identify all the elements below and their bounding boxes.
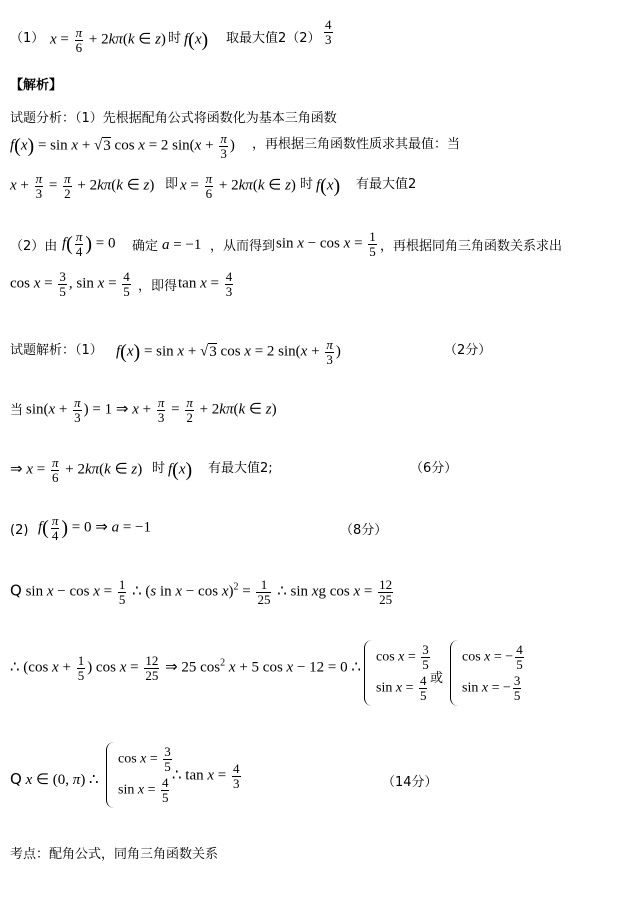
jiexi-heading: 【解析】	[10, 78, 63, 93]
solution-line3-end: 有最大值2;	[208, 461, 273, 476]
solution-formula-5: Q sin x − cos x = $\frac{1}{5}$ ∴ (s in x − cos x)$^2$ = $\frac{1}{25}$ ∴ sin xg cos x = $\frac{12}{25}$	[10, 577, 393, 607]
score-14: （14分）	[382, 775, 438, 790]
solution-fx-2: f(x)	[168, 459, 193, 481]
analysis-line3-mid: 即	[165, 177, 179, 192]
kaodian-line: 考点：配角公式，同角三角函数关系	[10, 847, 219, 862]
answer-formula-2: $\frac{4}{3}$	[325, 17, 332, 47]
solution-system-3: cos x = $\frac{3}{5}$ sin x = $\frac{4}{5}$	[104, 742, 174, 808]
solution-line3-shi: 时	[152, 461, 166, 476]
analysis-fx-2: f(x)	[316, 175, 341, 197]
solution-formula-3: ⇒ x = $\frac{\pi}{6}$ + 2kπ(k ∈ z)	[10, 455, 143, 485]
solution-head: 试题解析：（1）	[10, 343, 103, 358]
score-6: （6分）	[410, 461, 458, 476]
analysis-formula-f-pi4: f( $\frac{\pi}{4}$ ) = 0	[62, 229, 116, 259]
analysis-formula-3: x = $\frac{\pi}{6}$ + 2kπ(k ∈ z)	[180, 171, 296, 201]
analysis-line2-text: ，再根据三角函数性质求其最值：当	[252, 137, 461, 152]
answer-formula-1: x = $\frac{\pi}{6}$ + 2kπ(k ∈ z)	[50, 25, 166, 55]
answer-part1-label: （1）	[10, 31, 45, 46]
analysis-formula-cos-sin: cos x = $\frac{3}{5}$ , sin x = $\frac{4}{5}$	[10, 269, 130, 299]
solution-or: 或	[430, 671, 444, 686]
analysis-formula-2: x + $\frac{\pi}{3}$ = $\frac{\pi}{2}$ + 2kπ(k ∈ z)	[10, 171, 155, 201]
solution-system-1: cos x = $\frac{3}{5}$ sin x = $\frac{4}{5}$	[362, 640, 432, 706]
solution-formula-fx: f(x) = sin x + √3 cos x = 2 sin(x + $\frac{\pi}{3}$ )	[116, 337, 341, 367]
solution-when: 当	[10, 403, 24, 418]
analysis-line1: 试题分析：（1）先根据配角公式将函数化为基本三角函数	[10, 111, 337, 126]
analysis-line5-mid: ，即得	[138, 279, 178, 294]
answer-text-shi: 时	[168, 31, 182, 46]
solution-part2: (2)	[10, 523, 29, 538]
analysis-line3-end: 有最大值2	[356, 177, 417, 192]
score-8: （8分）	[340, 523, 388, 538]
solution-system-2: cos x = − $\frac{4}{5}$ sin x = − $\frac{3}{5}$	[448, 640, 526, 706]
solution-formula-7: Q x ∈ (0, π) ∴	[10, 770, 99, 788]
analysis-line4-mid1: 确定	[132, 239, 159, 254]
solution-formula-tan: ∴ tan x = $\frac{4}{3}$	[172, 761, 240, 791]
analysis-formula-fx: f(x) = sin x + √3 cos x = 2 sin(x + $\frac{\pi}{3}$ )	[10, 131, 235, 161]
analysis-line3-shi: 时	[300, 177, 314, 192]
solution-formula-6: ∴ (cos x + $\frac{1}{5}$ ) cos x = $\frac{12}{25}$ ⇒ 25 $\cos^2 x + 5$ cos x − 12 = 0 ∴	[10, 653, 361, 683]
solution-formula-4: f( $\frac{\pi}{4}$ ) = 0 ⇒ a = −1	[38, 513, 151, 543]
analysis-formula-tan: tan x = $\frac{4}{3}$	[178, 269, 233, 299]
analysis-formula-sinmcos: sin x − cos x = $\frac{1}{5}$	[276, 229, 376, 259]
analysis-line4-tail: ，再根据同角三角函数关系求出	[380, 239, 563, 254]
score-2: （2分）	[444, 343, 492, 358]
solution-formula-2: sin(x + $\frac{\pi}{3}$ ) = 1 ⇒ x + $\frac{\pi}{3}$ = $\frac{\pi}{2}$ + 2kπ(k ∈ z)	[26, 395, 277, 425]
answer-fx: f(x)	[184, 29, 209, 51]
answer-text-max: 取最大值2（2）	[226, 31, 321, 46]
analysis-formula-a: a = −1	[162, 237, 202, 253]
analysis-line4-mid2: ，从而得到	[210, 239, 276, 254]
analysis-line4-head: （2）由	[10, 239, 58, 254]
